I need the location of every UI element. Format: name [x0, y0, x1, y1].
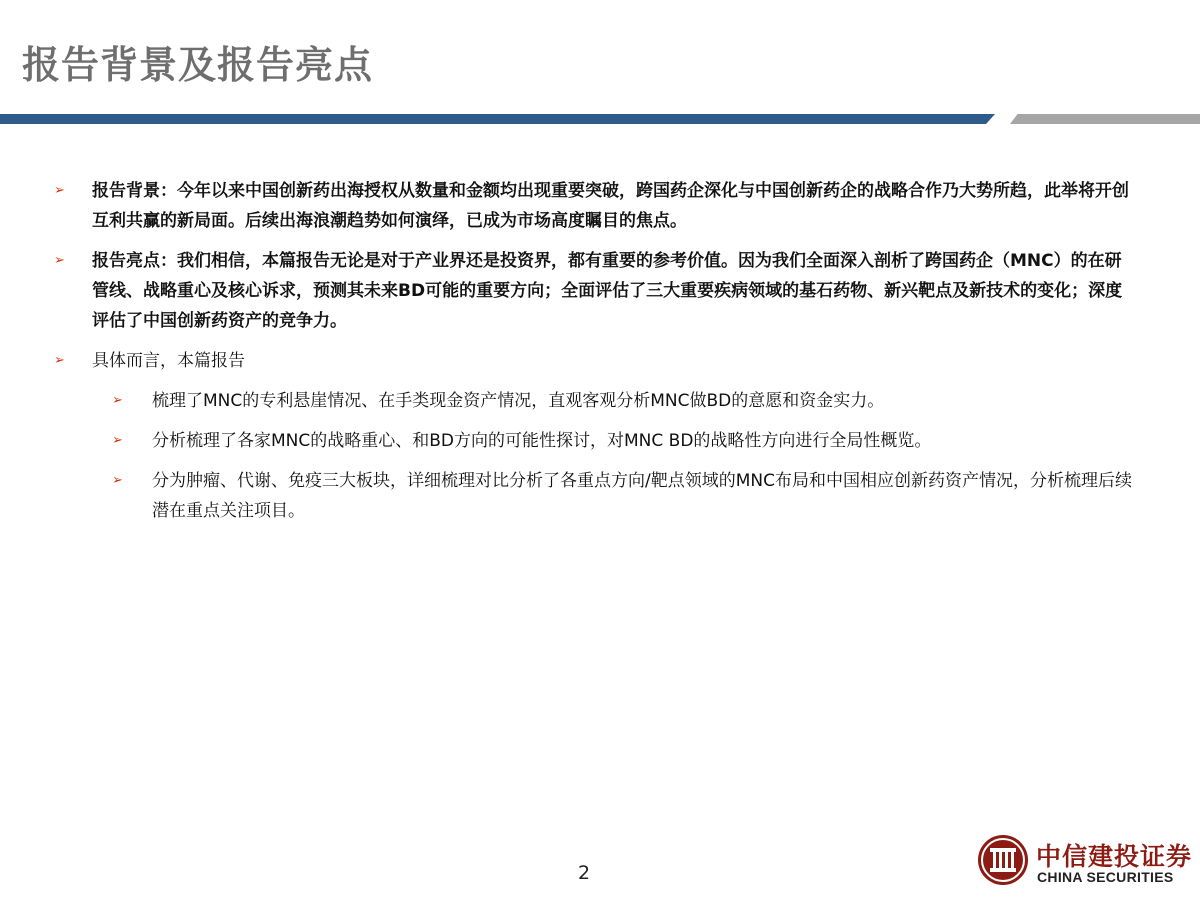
- arrow-bullet-icon: ➢: [112, 433, 123, 448]
- sub-bullet-patent-cliff: [112, 386, 1137, 416]
- logo-english-name: CHINA SECURITIES: [1037, 869, 1174, 885]
- arrow-bullet-icon: ➢: [112, 393, 123, 408]
- header-band-gray: [1010, 114, 1200, 124]
- company-logo: [976, 833, 1198, 889]
- company-logo-emblem-icon: [976, 833, 1030, 887]
- bullet-text: 梳理了MNC的专利悬崖情况、在手类现金资产情况，直观客观分析MNC做BD的意愿和资金实力。: [152, 391, 885, 411]
- bullet-report-background: [52, 176, 1137, 236]
- bullet-specifics: [52, 346, 1137, 376]
- arrow-bullet-icon: ➢: [54, 183, 65, 198]
- bullet-text: 报告背景：今年以来中国创新药出海授权从数量和金额均出现重要突破，跨国药企深化与中国创新药企的战略合作乃大势所趋，此举将开创互利共赢的新局面。后续出海浪潮趋势如何演绎，已成为市场高度瞩目的焦点。: [92, 181, 1129, 231]
- arrow-bullet-icon: ➢: [54, 353, 65, 368]
- arrow-bullet-icon: ➢: [54, 253, 65, 268]
- bullet-text: 报告亮点：我们相信，本篇报告无论是对于产业界还是投资界，都有重要的参考价值。因为我们全面深入剖析了跨国药企（MNC）的在研管线、战略重心及核心诉求，预测其未来BD可能的重要方向；全面评估了三大重要疾病领域的基石药物、新兴靶点及新技术的变化；深度评估了中国创新药资产的竞争力。: [92, 251, 1123, 331]
- slide-title: 报告背景及报告亮点: [22, 43, 374, 87]
- bullet-report-highlights: [52, 246, 1137, 336]
- sub-bullet-strategy: [112, 426, 1137, 456]
- bullet-text: 分为肿瘤、代谢、免疫三大板块，详细梳理对比分析了各重点方向/靶点领域的MNC布局和中国相应创新药资产情况，分析梳理后续潜在重点关注项目。: [152, 471, 1132, 521]
- slide-content: [52, 176, 1137, 536]
- page-number: 2: [578, 862, 591, 884]
- header-band-blue: [0, 114, 995, 124]
- bullet-text: 具体而言，本篇报告: [92, 351, 245, 371]
- bullet-text: 分析梳理了各家MNC的战略重心、和BD方向的可能性探讨，对MNC BD的战略性方向进行全局性概览。: [152, 431, 932, 451]
- logo-chinese-name: 中信建投证券: [1036, 842, 1193, 871]
- sub-bullet-therapeutic-areas: [112, 466, 1137, 526]
- arrow-bullet-icon: ➢: [112, 473, 123, 488]
